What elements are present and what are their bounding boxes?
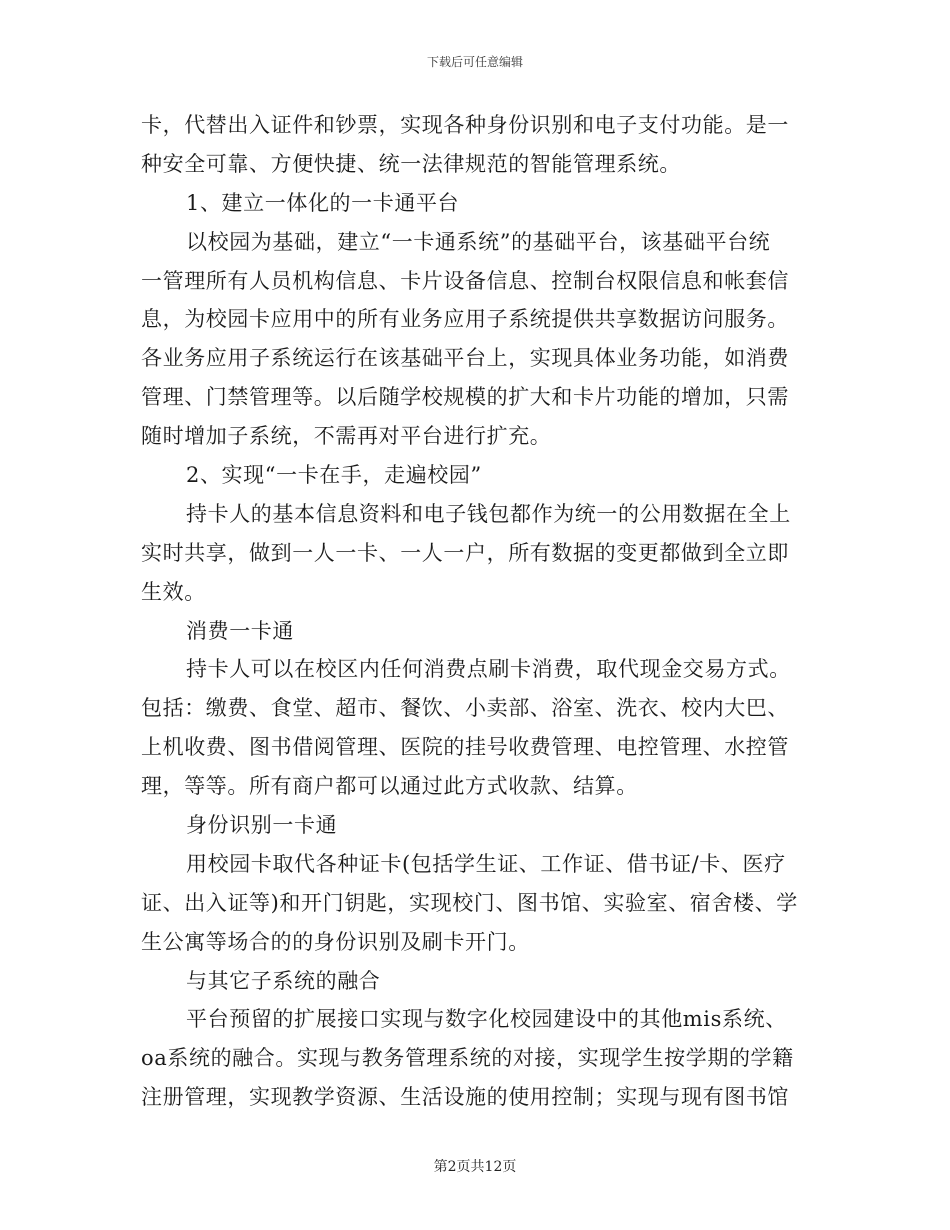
text-line: 生公寓等场合的的身份识别及刷卡开门。: [141, 929, 530, 954]
document-body: [141, 106, 803, 1117]
text-line: 息，为校园卡应用中的所有业务应用子系统提供共享数据访问服务。: [141, 307, 789, 332]
text-line: 各业务应用子系统运行在该基础平台上，实现具体业务功能，如消费: [141, 346, 789, 371]
text-line: 理，等等。所有商户都可以通过此方式收款、结算。: [141, 774, 638, 799]
text-line: 管理、门禁管理等。以后随学校规模的扩大和卡片功能的增加，只需: [141, 385, 789, 410]
text-line: 种安全可靠、方便快捷、统一法律规范的智能管理系统。: [141, 151, 681, 176]
text-line: 卡，代替出入证件和钞票，实现各种身份识别和电子支付功能。是一: [141, 113, 789, 137]
text-line: 一管理所有人员机构信息、卡片设备信息、控制台权限信息和帐套信: [141, 268, 789, 293]
text-line: 以校园为基础，建立“一卡通系统”的基础平台，该基础平台统: [186, 229, 771, 254]
text-line: 生效。: [141, 579, 206, 604]
page-header: 下载后可任意编辑: [426, 55, 523, 69]
text-line: 身份识别一卡通: [186, 813, 338, 838]
text-line: 证、出入证等)和开门钥匙，实现校门、图书馆、实验室、宿舍楼、学: [141, 890, 798, 915]
text-line: 2、实现“一卡在手，走遍校园”: [186, 463, 482, 488]
page-footer: 第2页共12页: [433, 1159, 517, 1175]
text-line: 包括：缴费、食堂、超市、餐饮、小卖部、浴室、洗衣、校内大巴、: [141, 696, 789, 721]
text-line: 用校园卡取代各种证卡(包括学生证、工作证、借书证/卡、医疗: [186, 851, 786, 876]
text-line: 持卡人可以在校区内任何消费点刷卡消费，取代现金交易方式。: [186, 657, 791, 682]
text-line: 平台预留的扩展接口实现与数字化校园建设中的其他mis系统、: [186, 1007, 787, 1032]
text-line: 1、建立一体化的一卡通平台: [186, 190, 460, 215]
text-line: 随时增加子系统，不需再对平台进行扩充。: [141, 424, 552, 449]
text-line: 持卡人的基本信息资料和电子钱包都作为统一的公用数据在全上: [186, 501, 791, 526]
text-line: 与其它子系统的融合: [186, 968, 381, 993]
text-line: 注册管理，实现教学资源、生活设施的使用控制；实现与现有图书馆: [141, 1085, 789, 1110]
text-line: oa系统的融合。实现与教务管理系统的对接，实现学生按学期的学籍: [141, 1046, 794, 1071]
text-line: 消费一卡通: [186, 618, 294, 643]
text-line: 上机收费、图书借阅管理、医院的挂号收费管理、电控管理、水控管: [141, 735, 789, 760]
text-line: 实时共享，做到一人一卡、一人一户，所有数据的变更都做到全立即: [141, 540, 789, 565]
